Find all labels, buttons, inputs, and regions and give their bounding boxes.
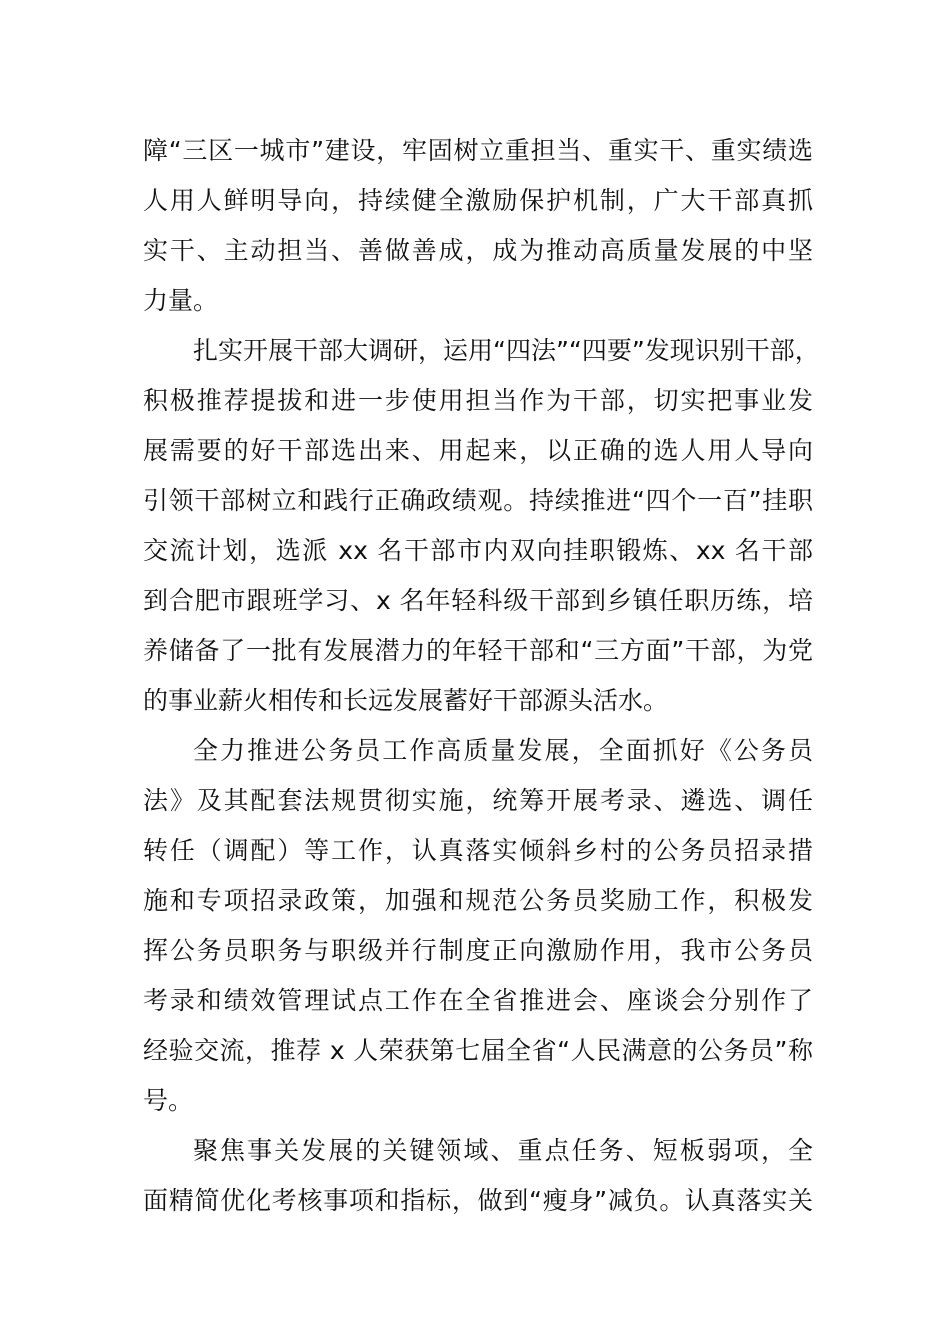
- text-line: 引领干部树立和践行正确政绩观。持续推进“四个一百”挂职: [143, 486, 813, 515]
- text-line: 养储备了一批有发展潜力的年轻干部和“三方面”干部，为党: [143, 636, 813, 665]
- text-line: 挥公务员职务与职级并行制度正向激励作用，我市公务员: [143, 936, 813, 965]
- text-line: 到合肥市跟班学习、x 名年轻科级干部到乡镇任职历练，培: [143, 586, 813, 615]
- text-line: 考录和绩效管理试点工作在全省推进会、座谈会分别作了: [143, 986, 813, 1015]
- text-line: 展需要的好干部选出来、用起来，以正确的选人用人导向: [143, 436, 813, 465]
- paragraph-first-line: 全力推进公务员工作高质量发展，全面抓好《公务员: [193, 736, 813, 765]
- text-line: 积极推荐提拔和进一步使用担当作为干部，切实把事业发: [143, 386, 813, 415]
- text-line: 实干、主动担当、善做善成，成为推动高质量发展的中坚: [143, 236, 813, 265]
- text-line: 的事业薪火相传和长远发展蓄好干部源头活水。: [143, 686, 669, 715]
- text-line: 交流计划，选派 xx 名干部市内双向挂职锻炼、xx 名干部: [143, 536, 813, 565]
- text-line: 法》及其配套法规贯彻实施，统筹开展考录、遴选、调任: [143, 786, 813, 815]
- text-line: 面精简优化考核事项和指标，做到“瘦身”减负。认真落实关: [143, 1186, 813, 1215]
- text-line: 障“三区一城市”建设，牢固树立重担当、重实干、重实绩选: [143, 136, 813, 165]
- text-line: 施和专项招录政策，加强和规范公务员奖励工作，积极发: [143, 886, 813, 915]
- text-line: 转任（调配）等工作，认真落实倾斜乡村的公务员招录措: [143, 836, 813, 865]
- body-text: [143, 126, 820, 1226]
- paragraph-first-line: 扎实开展干部大调研，运用“四法”“四要”发现识别干部，: [193, 336, 820, 365]
- text-line: 经验交流，推荐 x 人荣获第七届全省“人民满意的公务员”称: [143, 1036, 813, 1065]
- text-line: 人用人鲜明导向，持续健全激励保护机制，广大干部真抓: [143, 186, 813, 215]
- paragraph-first-line: 聚焦事关发展的关键领域、重点任务、短板弱项，全: [193, 1136, 813, 1165]
- text-line: 号。: [143, 1086, 194, 1115]
- text-line: 力量。: [143, 286, 219, 315]
